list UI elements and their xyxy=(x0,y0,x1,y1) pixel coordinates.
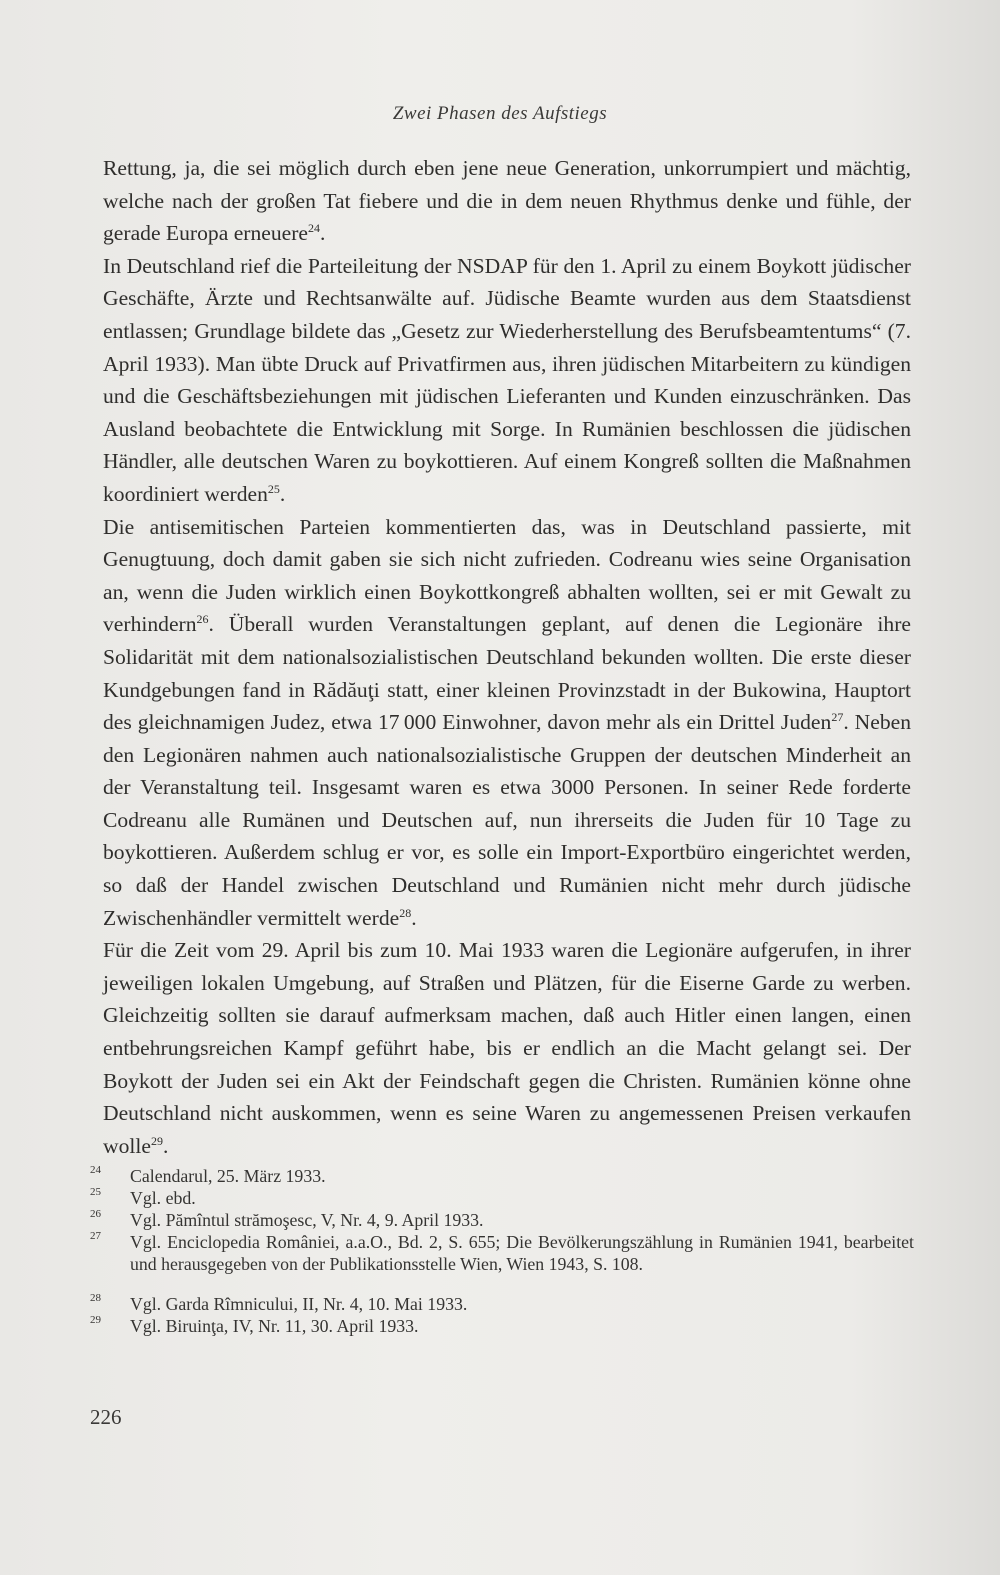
footnote-reference: 29 xyxy=(150,1133,163,1148)
footnote-reference: 28 xyxy=(399,905,412,920)
body-paragraph xyxy=(103,934,911,1162)
footnote-reference: 26 xyxy=(196,612,209,627)
paragraph-text: Die antisemitischen Parteien kommentierten das, was in Deutschland passierte, mit Genugtuung, doch damit gaben sie sich nicht zufrieden. Codreanu wies seine Organisation an, wenn die Juden wirklich einen Boykottkongreß abhalten wollten, sei er mit Gewalt zu verhindern xyxy=(103,514,911,637)
paragraph-text: Rettung, ja, die sei möglich durch eben jene neue Generation, unkorrumpiert und mächtig, welche nach der großen Tat fiebere und die in dem neuen Rhythmus denke und fühle, der gerade Europa erneuere xyxy=(103,156,911,246)
body-text xyxy=(103,152,911,1162)
body-paragraph xyxy=(103,152,911,250)
footnote-text: Vgl. Enciclopedia României, a.a.O., Bd. 2, S. 655; Die Bevölkerungszählung in Rumänien 1941, bearbeitet und herausgegeben von der Publikationsstelle Wien, Wien 1943, S. 108. xyxy=(130,1232,914,1274)
footnotes xyxy=(90,1165,914,1337)
paragraph-text: In Deutschland rief die Parteileitung der NSDAP für den 1. April zu einem Boykott jüdischer Geschäfte, Ärzte und Rechtsanwälte auf. Jüdische Beamte wurden aus dem Staatsdienst entlassen; Grundlage bildete das „Gesetz zur Wiederherstellung des Berufsbeamtentums“ (7. April 1933). Man übte Druck auf Privatfirmen aus, ihren jüdischen Mitarbeitern zu kündigen und die Geschäftsbeziehungen mit jüdischen Lieferanten und Kunden einzuschränken. Das Ausland beobachtete die Entwicklung mit Sorge. In Rumänien beschlossen die jüdischen Händler, alle deutschen Waren zu boykottieren. Auf einem Kongreß sollten die Maßnahmen koordiniert werden xyxy=(103,253,911,506)
paragraph-text: . xyxy=(320,221,326,246)
paragraph-text: . xyxy=(411,905,417,930)
footnote-number: 24 xyxy=(90,1164,101,1176)
running-head: Zwei Phasen des Aufstiegs xyxy=(392,103,608,124)
footnote-reference: 24 xyxy=(308,221,321,235)
footnote-text: Vgl. ebd. xyxy=(130,1188,196,1208)
footnote-text: Vgl. Pămîntul strămoşesc, V, Nr. 4, 9. April 1933. xyxy=(130,1210,484,1230)
footnote-number: 26 xyxy=(90,1208,101,1220)
footnote-number: 29 xyxy=(90,1314,101,1326)
body-paragraph xyxy=(103,250,911,511)
footnote xyxy=(90,1187,914,1209)
paragraph-text: Für die Zeit vom 29. April bis zum 10. Mai 1933 waren die Legionäre aufgerufen, in ihrer jeweiligen lokalen Umgebung, auf Straßen und Plätzen, für die Eiserne Garde zu werben. Gleichzeitig sollten sie darauf aufmerksam machen, daß auch Hitler einen langen, einen entbehrungsreichen Kampf geführt habe, bis er endlich an die Macht gelangt sei. Der Boykott der Juden sei ein Akt der Feindschaft gegen die Christen. Rumänien könne ohne Deutschland nicht auskommen, wenn es seine Waren zu angemessenen Preisen verkaufen wolle xyxy=(103,938,911,1158)
page-number: 226 xyxy=(90,1405,122,1429)
footnote-reference: 25 xyxy=(267,481,280,496)
paragraph-text: . xyxy=(162,1133,169,1158)
footnote xyxy=(90,1209,914,1231)
footnote-number: 27 xyxy=(90,1230,101,1242)
footnote-text: Calendarul, 25. März 1933. xyxy=(130,1166,326,1186)
footnote xyxy=(90,1315,914,1337)
paragraph-text: . Überall wurden Veranstaltungen geplant, auf denen die Legionäre ihre Solidarität mit dem nationalsozialistischen Deutschland bekunden wollten. Die erste dieser Kundgebungen fand in Rădăuţi statt, einer kleinen Provinzstadt in der Bukowina, Hauptort des gleichnamigen Judez, etwa 17 000 Einwohner, davon mehr als ein Drittel Juden xyxy=(103,612,911,735)
footnote-number: 25 xyxy=(90,1186,101,1198)
footnote-text: Vgl. Biruinţa, IV, Nr. 11, 30. April 1933. xyxy=(130,1316,419,1336)
footnote-number: 28 xyxy=(90,1292,101,1304)
paragraph-text: . xyxy=(279,481,286,506)
footnote xyxy=(90,1231,914,1275)
paragraph-text: . Neben den Legionären nahmen auch nationalsozialistische Gruppen der deutschen Minderheit an der Veranstaltung teil. Insgesamt waren es etwa 3000 Personen. In seiner Rede forderte Codreanu alle Rumänen und Deutschen auf, nun ihrerseits die Juden für 10 Tage zu boykottieren. Außerdem schlug er vor, es solle ein Import-Exportbüro eingerichtet werden, so daß der Handel zwischen Deutschland und Rumänien nicht mehr durch jüdische Zwischenhändler vermittelt werde xyxy=(103,710,911,930)
footnote xyxy=(90,1293,914,1315)
footnote-reference: 27 xyxy=(831,709,844,724)
footnote xyxy=(90,1165,914,1187)
footnote-text: Vgl. Garda Rîmnicului, II, Nr. 4, 10. Mai 1933. xyxy=(130,1294,468,1314)
body-paragraph xyxy=(103,511,911,935)
